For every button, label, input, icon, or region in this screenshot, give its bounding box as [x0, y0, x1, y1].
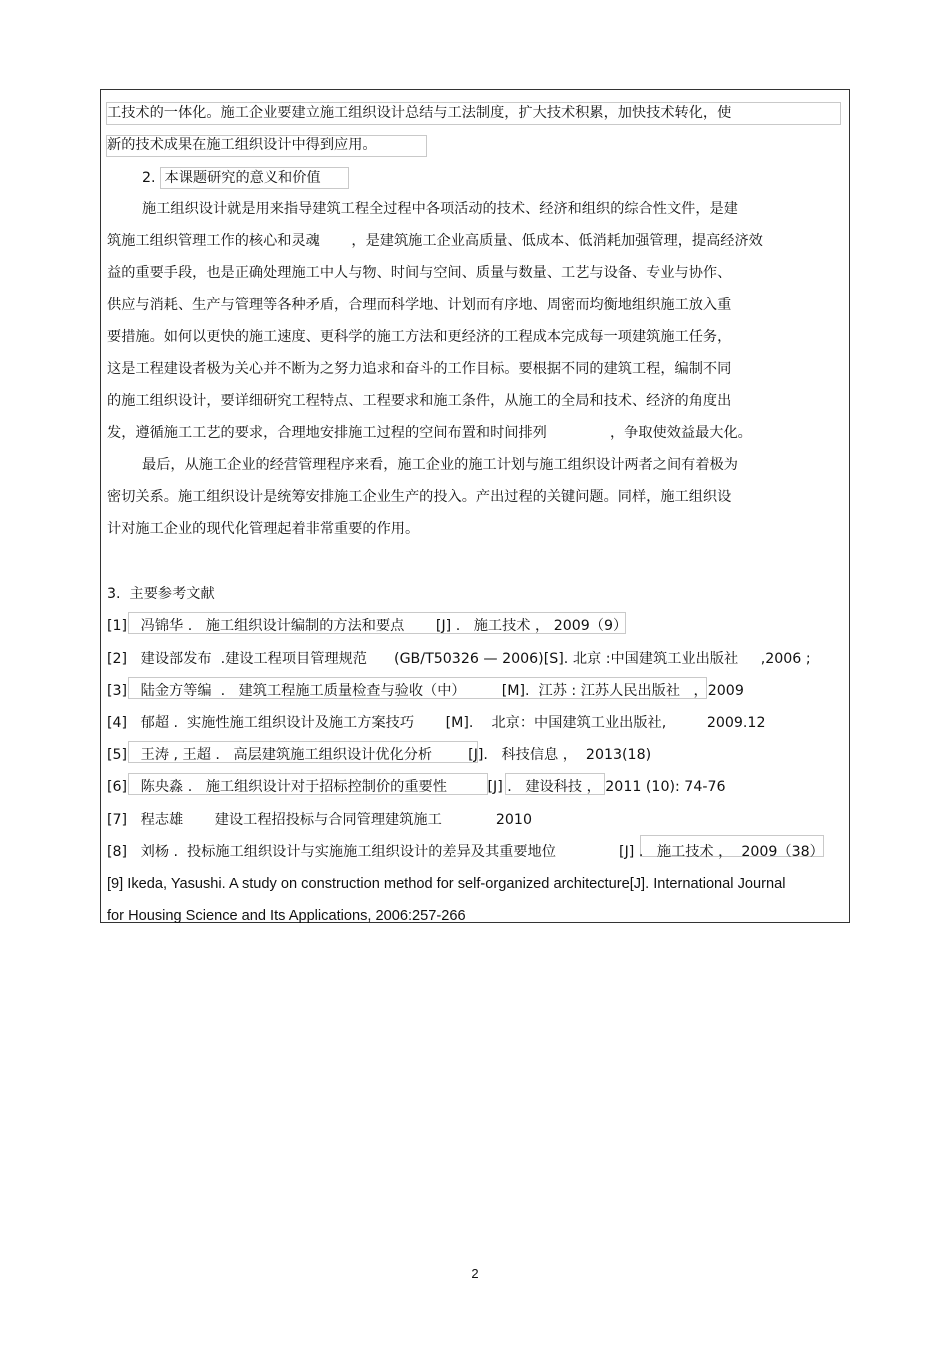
reference-item: [1] 冯锦华 . 施工组织设计编制的方法和要点 [J] . 施工技术 ， 2009（9）: [107, 618, 628, 634]
page-number: 2: [471, 1266, 479, 1281]
paragraph-line: 最后，从施工企业的经营管理程序来看，施工企业的施工计划与施工组织设计两者之间有着极为: [142, 457, 738, 473]
paragraph-line: 益的重要手段，也是正确处理施工中人与物、时间与空间、质量与数量、工艺与设备、专业与协作、: [107, 265, 732, 281]
paragraph-line: 供应与消耗、生产与管理等各种矛盾，合理而科学地、计划而有序地、周密而均衡地组织施工放入重: [107, 297, 732, 313]
body-line: 工技术的一体化。施工企业要建立施工组织设计总结与工法制度，扩大技术积累，加快技术转化，使: [107, 105, 732, 121]
section-heading: 3. 主要参考文献: [107, 586, 215, 602]
body-line: 新的技术成果在施工组织设计中得到应用。: [107, 137, 377, 153]
section-heading: 2. 本课题研究的意义和价值: [142, 170, 321, 186]
paragraph-line: 这是工程建设者极为关心并不断为之努力追求和奋斗的工作目标。要根据不同的建筑工程，编制不同: [107, 361, 732, 377]
paragraph-line: 施工组织设计就是用来指导建筑工程全过程中各项活动的技术、经济和组织的综合性文件，是建: [142, 201, 738, 217]
paragraph-line: 筑施工组织管理工作的核心和灵魂 ，是建筑施工企业高质量、低成本、低消耗加强管理，提高经济效: [107, 233, 763, 249]
reference-item: [8] 刘杨 . 投标施工组织设计与实施施工组织设计的差异及其重要地位 [J] . 施工技术 ， 2009（38）: [107, 844, 824, 860]
reference-item: [3] 陆金方等编 . 建筑工程施工质量检查与验收（中） [M]. 江苏 : 江苏人民出版社 ，2009: [107, 683, 744, 699]
reference-item: [4] 郁超 . 实施性施工组织设计及施工方案技巧 [M]. 北京：中国建筑工业出版社, 2009.12: [107, 715, 766, 731]
reference-item: [5] 王涛 , 王超 . 高层建筑施工组织设计优化分析 [J]. 科技信息 ， 2013(18): [107, 747, 652, 763]
reference-item: [7] 程志雄 建设工程招投标与合同管理建筑施工 2010: [107, 812, 532, 828]
paragraph-line: 的施工组织设计，要详细研究工程特点、工程要求和施工条件，从施工的全局和技术、经济的角度出: [107, 393, 732, 409]
paragraph-line: 计对施工企业的现代化管理起着非常重要的作用。: [107, 521, 420, 537]
reference-item-continuation: for Housing Science and Its Applications, 2006:257-266: [107, 908, 466, 924]
reference-item: [6] 陈央淼 . 施工组织设计对于招标控制价的重要性 [J] . 建设科技 ， 2011 (10): 74-76: [107, 779, 726, 795]
reference-item: [9] Ikeda, Yasushi. A study on construction method for self-organized architecture[J]. International Journal: [107, 876, 786, 892]
paragraph-line: 要措施。如何以更快的施工速度、更科学的施工方法和更经济的工程成本完成每一项建筑施工任务，: [107, 329, 732, 345]
paragraph-line: 发，遵循施工工艺的要求，合理地安排施工过程的空间布置和时间排列 ，争取使效益最大化。: [107, 425, 752, 441]
reference-item: [2] 建设部发布 .建设工程项目管理规范 (GB/T50326 — 2006)[S]. 北京 :中国建筑工业出版社 ,2006 ;: [107, 651, 811, 667]
paragraph-line: 密切关系。施工组织设计是统筹安排施工企业生产的投入。产出过程的关键问题。同样，施工组织设: [107, 489, 732, 505]
